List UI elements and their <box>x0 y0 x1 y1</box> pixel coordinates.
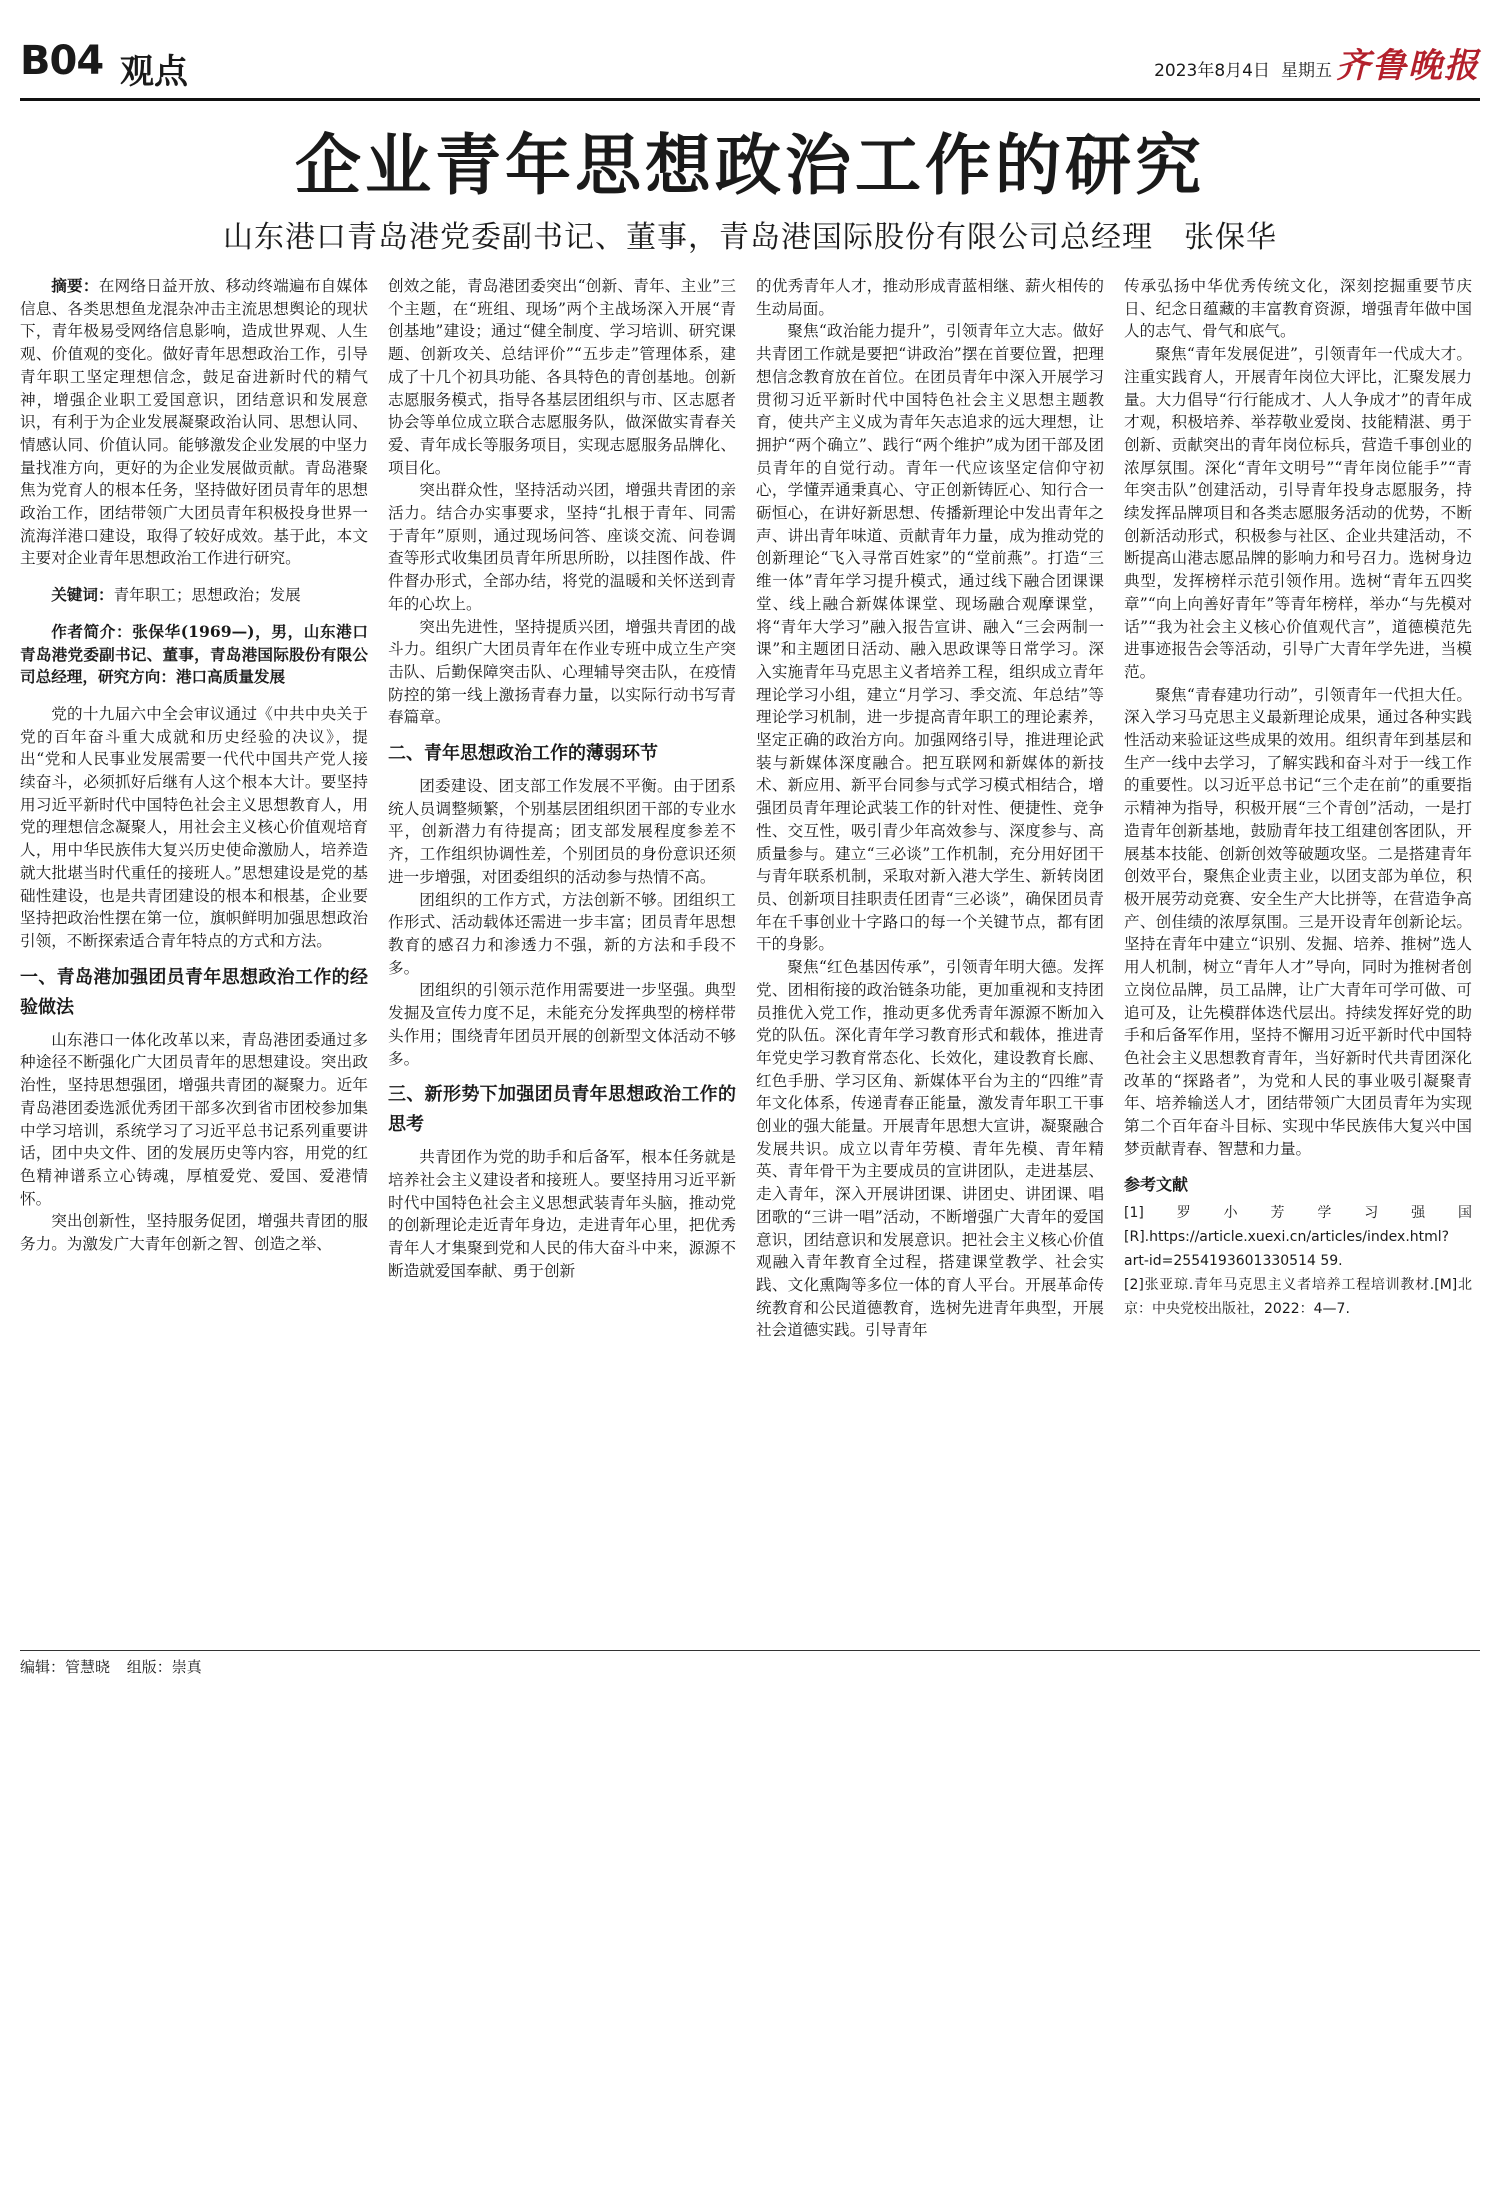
paragraph: 聚焦“青春建功行动”，引领青年一代担大任。深入学习马克思主义最新理论成果，通过各种实践性活动来验证这些成果的效用。组织青年到基层和生产一线中去学习，了解实践和奋斗对于一线工作的重要性。以习近平总书记“三个走在前”的重要指示精神为指导，积极开展“三个青创”活动，一是打造青年创新基地，鼓励青年技工组建创客团队，开展基本技能、创新创效等破题攻坚。二是搭建青年创效平台，聚焦企业责主业，以团支部为单位，积极开展劳动竞赛、安全生产大比拼等，在营造争高产、创佳绩的浓厚氛围。三是开设青年创新论坛。坚持在青年中建立“识别、发掘、培养、推树”选人用人机制，树立“青年人才”导向，同时为推树者创立岗位品牌，员工品牌，让广大青年可学可做、可追可及，让先模群体迭代层出。持续发挥好党的助手和后备军作用，坚持不懈用习近平新时代中国特色社会主义思想教育青年，当好新时代共青团深化改革的“探路者”，为党和人民的事业吸引凝聚青年、培养输送人才，团结带领广大团员青年为实现第二个百年奋斗目标、实现中华民族伟大复兴中国梦贡献青春、智慧和力量。 <box>1124 685 1472 1158</box>
column-1 <box>20 275 368 1635</box>
keywords-text: 青年职工；思想政治；发展 <box>113 586 301 605</box>
paragraph: 团组织的引领示范作用需要进一步坚强。典型发掘及宣传力度不足，未能充分发挥典型的榜样带头作用；围绕青年团员开展的创新型文体活动不够多。 <box>388 981 736 1068</box>
paragraph: 突出群众性，坚持活动兴团，增强共青团的亲活力。结合办实事要求，坚持“扎根于青年、同需于青年”原则，通过现场问答、座谈交流、问卷调查等形式收集团员青年所思所盼，以挂图作战、件件督办形式，全部办结，将党的温暖和关怀送到青年的心坎上。 <box>388 481 736 613</box>
paragraph: 共青团作为党的助手和后备军，根本任务就是培养社会主义建设者和接班人。要坚持用习近平新时代中国特色社会主义思想武装青年头脑，推动党的创新理论走近青年身边，走进青年心里，把优秀青年人才集聚到党和人民的伟大奋斗中来，源源不断造就爱国奉献、勇于创新 <box>388 1148 736 1280</box>
page-date: 2023年8月4日 <box>1154 61 1270 81</box>
abstract-label: 摘要： <box>51 276 99 295</box>
article-title: 企业青年思想政治工作的研究 <box>295 126 1205 204</box>
paragraph: 聚焦“红色基因传承”，引领青年明大德。发挥党、团相衔接的政治链条功能，更加重视和支持团员推优入党工作，推动更多优秀青年源源不断加入党的队伍。深化青年学习教育形式和载体，推进青年党史学习教育常态化、长效化，建设教育长廊、红色手册、学习区角、新媒体平台为主的“四维”青年文化体系，传递青春正能量，激发青年职工干事创业的强大能量。开展青年思想大宣讲，凝聚融合发展共识。成立以青年劳模、青年先模、青年精英、青年骨干为主要成员的宣讲团队，走进基层、走入青年，深入开展讲团课、讲团史、讲团课、唱团歌的“三讲一唱”活动，不断增强广大青年的爱国意识，团结意识和发展意识。把社会主义核心价值观融入青年教育全过程，搭建课堂教学、社会实践、文化熏陶等多位一体的育人平台。开展革命传统教育和公民道德教育，选树先进青年典型，开展社会道德实践。引导青年 <box>756 958 1104 1340</box>
page-header <box>20 30 1480 100</box>
references-title: 参考文献 <box>1124 1175 1189 1195</box>
section-heading-3: 三、新形势下加强团员青年思想政治工作的思考 <box>388 1084 736 1136</box>
section-heading-1: 一、青岛港加强团员青年思想政治工作的经验做法 <box>20 966 368 1018</box>
editor-credit: 编辑：管慧晓 <box>20 1658 111 1676</box>
newspaper-logo: 齐鲁晚报 <box>1336 46 1480 86</box>
paragraph: 传承弘扬中华优秀传统文化，深刻挖掘重要节庆日、纪念日蕴藏的丰富教育资源，增强青年做中国人的志气、骨气和底气。 <box>1124 277 1472 341</box>
bio-label: 作者简介： <box>51 621 133 641</box>
layout-credit: 组版：崇真 <box>126 1658 202 1676</box>
footer-rule <box>20 1650 1480 1651</box>
paragraph: 聚焦“青年发展促进”，引领青年一代成大才。注重实践育人，开展青年岗位大评比，汇聚发展力量。大力倡导“行行能成才、人人争成才”的青年成才观，积极培养、举荐敬业爱岗、技能精湛、勇于创新、贡献突出的青年岗位标兵，营造千事创业的浓厚氛围。深化“青年文明号”“青年岗位能手”“青年突击队”创建活动，引导青年投身志愿服务，持续发挥品牌项目和各类志愿服务活动的优势，不断创新活动形式，积极参与社区、企业共建活动，不断提高山港志愿品牌的影响力和号召力。选树身边典型，发挥榜样示范引领作用。选树“青年五四奖章”“向上向善好青年”等青年榜样，举办“与先模对话”“我为社会主义核心价值观代言”，道德模范先进事迹报告会等活动，引导广大青年学先进，当模范。 <box>1124 345 1472 681</box>
abstract-text: 在网络日益开放、移动终端遍布自媒体信息、各类思想鱼龙混杂冲击主流思想舆论的现状下，青年极易受网络信息影响，造成世界观、人生观、价值观的变化。做好青年思想政治工作，引导青年职工坚定理想信念，鼓足奋进新时代的精气神，增强企业职工爱国意识，团结意识和发展意识，有利于为企业发展凝聚政治认同、思想认同、情感认同、价值认同。能够激发企业发展的中坚力量找准方向，更好的为企业发展做贡献。青岛港聚焦为党育人的根本任务，坚持做好团员青年的思想政治工作，团结带领广大团员青年积极投身世界一流海洋港口建设，取得了较好成效。基于此，本文主要对企业青年思想政治工作进行研究。 <box>20 277 368 568</box>
column-3 <box>756 275 1104 1635</box>
paragraph: 山东港口一体化改革以来，青岛港团委通过多种途径不断强化广大团员青年的思想建设。突出政治性，坚持思想强团，增强共青团的凝聚力。近年青岛港团委选派优秀团干部多次到省市团校参加集中学习培训，系统学习了习近平总书记系列重要讲话，团中央文件、团的发展历史等内容，用党的红色精神谱系立心铸魂，厚植爱党、爱国、爱港情怀。 <box>20 1030 368 1208</box>
paragraph: 团组织的工作方式，方法创新不够。团组织工作形式、活动载体还需进一步丰富；团员青年思想教育的感召力和渗透力不强，新的方法和手段不多。 <box>388 890 736 977</box>
header-rule <box>20 98 1480 101</box>
paragraph: 聚焦“政治能力提升”，引领青年立大志。做好共青团工作就是要把“讲政治”摆在首要位置，把理想信念教育放在首位。在团员青年中深入开展学习贯彻习近平新时代中国特色社会主义思想主题教育，使共产主义成为青年矢志追求的远大理想，让拥护“两个确立”、践行“两个维护”成为团干部及团员青年的自觉行动。青年一代应该坚定信仰守初心，学懂弄通秉真心、守正创新铸匠心、知行合一砺恒心，在讲好新思想、传播新理论中发出青年之声、讲出青年味道、贡献青年力量，成为推动党的创新理论“飞入寻常百姓家”的“堂前燕”。打造“三维一体”青年学习提升模式，通过线下融合团课课堂、线上融合新媒体课堂、现场融合观摩课堂，将“青年大学习”融入报告宣讲、融入“三会两制一课”和主题团日活动、融入思政课等日常学习。深入实施青年马克思主义者培养工程，组织成立青年理论学习小组，建立“月学习、季交流、年总结”等理论学习机制，进一步提高青年职工的理论素养，坚定正确的政治方向。加强网络引导，推进理论武装与新媒体深度融合。把互联网和新媒体的新技术、新应用、新平台同参与式学习模式相结合，增强团员青年理论武装工作的针对性、便捷性、竞争性、交互性，吸引青少年高效参与、深度参与、高质量参与。建立“三必谈”工作机制，充分用好团干与青年联系机制，采取对新入港大学生、新转岗团员、创新项目挂职责任团青“三必谈”，确保团员青年在千事创业十字路口的每一个关键节点，都有团干的身影。 <box>756 322 1104 954</box>
reference-item: [2]张亚琼.青年马克思主义者培养工程培训教材.[M]北京：中央党校出版社，2022：4—7. <box>1124 1277 1472 1318</box>
page-code: B04 <box>20 38 104 84</box>
abstract <box>20 275 368 570</box>
page-weekday: 星期五 <box>1281 61 1332 81</box>
paragraph: 党的十九届六中全会审议通过《中共中央关于党的百年奋斗重大成就和历史经验的决议》，提出“党和人民事业发展需要一代代中国共产党人接续奋斗，必须抓好后继有人这个根本大计。要坚持用习近平新时代中国特色社会主义思想教育人，用党的理想信念凝聚人，用社会主义核心价值观培育人，用中华民族伟大复兴历史使命激励人，培养造就大批堪当时代重任的接班人。”思想建设是党的基础性建设，也是共青团建设的根本和根基，企业要坚持把政治性摆在第一位，旗帜鲜明加强思想政治引领，不断探索适合青年特点的方式和方法。 <box>20 704 368 950</box>
paragraph: 团委建设、团支部工作发展不平衡。由于团系统人员调整频繁，个别基层团组织团干部的专业水平，创新潜力有待提高；团支部发展程度参差不齐，工作组织协调性差，个别团员的身份意识还须进一步增强，对团委组织的活动参与热情不高。 <box>388 777 736 886</box>
paragraph: 创效之能，青岛港团委突出“创新、青年、主业”三个主题，在“班组、现场”两个主战场深入开展“青创基地”建设；通过“健全制度、学习培训、研究课题、创新攻关、总结评价”“五步走”管理体系，建成了十几个初具功能、各具特色的青创基地。创新志愿服务模式，指导各基层团组织与市、区志愿者协会等单位成立联合志愿服务队，做深做实青春关爱、青年成长等服务项目，实现志愿服务品牌化、项目化。 <box>388 277 736 477</box>
column-4 <box>1124 275 1472 1635</box>
section-heading-2: 二、青年思想政治工作的薄弱环节 <box>388 743 658 765</box>
reference-item: [1]罗小芳学习强国[R].https://article.xuexi.cn/articles/index.html?art-id=2554193601330514 59. <box>1124 1205 1472 1270</box>
keywords-label: 关键词： <box>51 585 114 605</box>
page-section: 观点 <box>120 52 188 92</box>
bio-text: 张保华(1969—)，男，山东港口青岛港党委副书记、董事，青岛港国际股份有限公司总经理，研究方向：港口高质量发展 <box>20 621 368 687</box>
author-bio <box>20 621 368 689</box>
paragraph: 突出创新性，坚持服务促团，增强共青团的服务力。为激发广大青年创新之智、创造之举、 <box>20 1212 368 1254</box>
article-byline: 山东港口青岛港党委副书记、董事，青岛港国际股份有限公司总经理 张保华 <box>223 220 1277 255</box>
column-2 <box>388 275 736 1635</box>
paragraph: 突出先进性，坚持提质兴团，增强共青团的战斗力。组织广大团员青年在作业专班中成立生产突击队、后勤保障突击队、心理辅导突击队，在疫情防控的第一线上激扬青春力量，以实际行动书写青春篇章。 <box>388 617 736 727</box>
paragraph: 的优秀青年人才，推动形成青蓝相继、薪火相传的生动局面。 <box>756 277 1104 318</box>
footer <box>20 1656 214 1677</box>
keywords <box>20 584 368 607</box>
